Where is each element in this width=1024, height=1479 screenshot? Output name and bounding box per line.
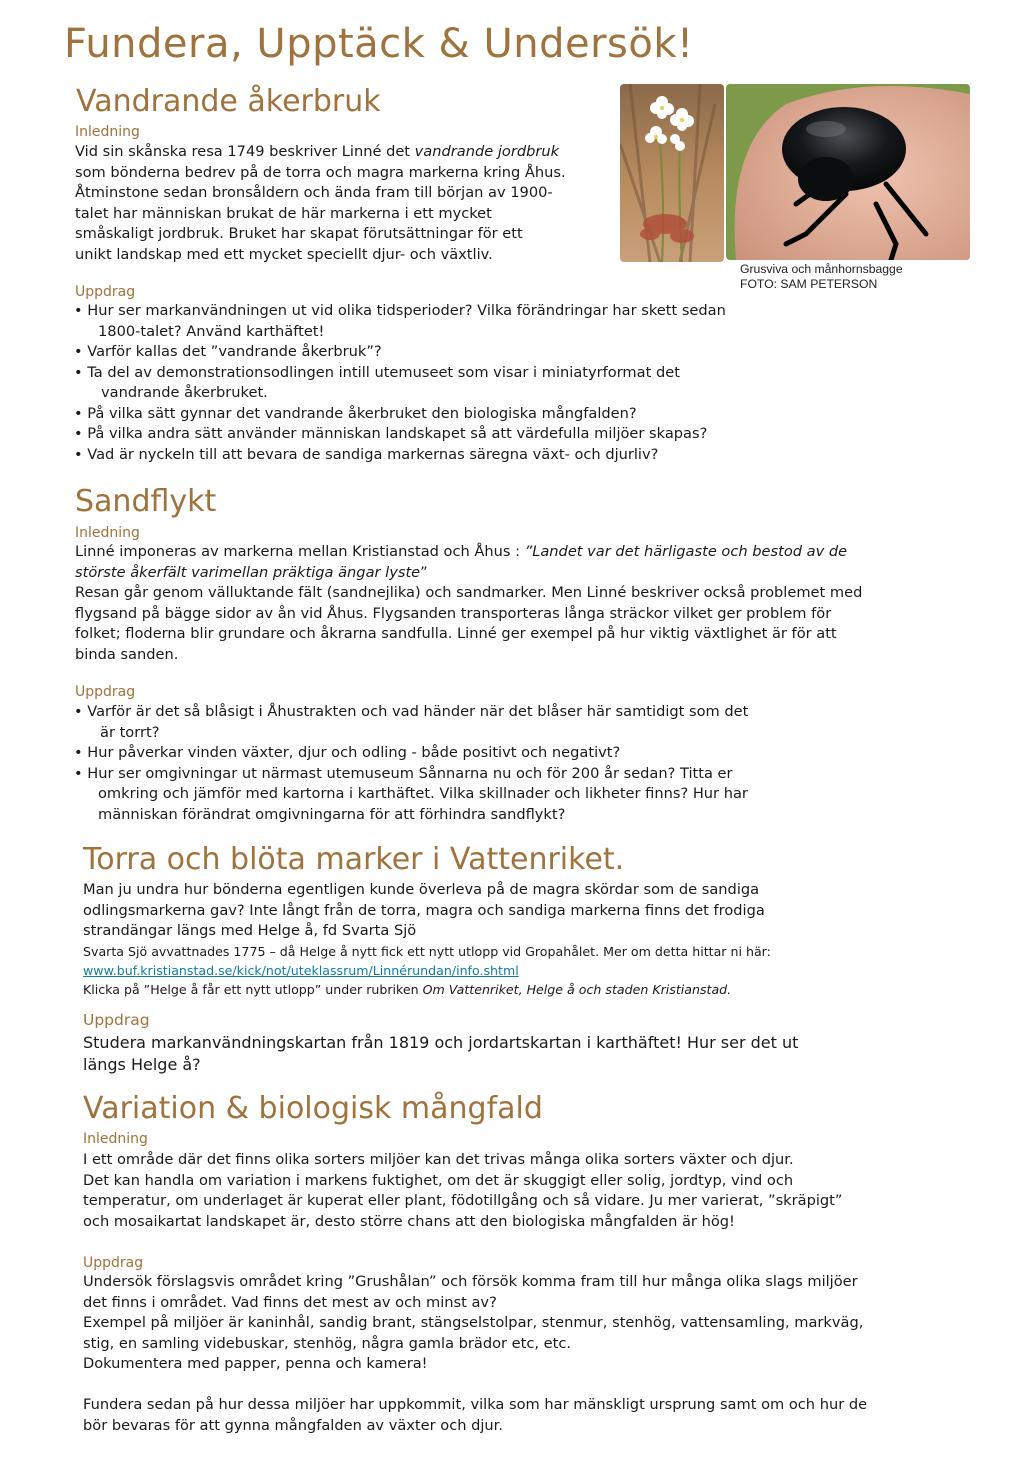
task-text: Studera markanvändningskartan från 1819 och jordartskartan i karthäftet! Hur ser det ut längs Helge å? [83, 1033, 799, 1074]
small-note: Svarta Sjö avvattnades 1775 – då Helge å nytt fick ett nytt utlopp vid Gropahålet. Mer om detta hittar ni här: www.buf.kristianstad.se/kick/not/uteklassrum/Linnérundan/info.shtml Klicka på ”Helge å får ett nytt utlopp” under rubriken Om Vattenriket, Helge å och staden Kristianstad. [83, 944, 771, 997]
section-heading-vattenriket: Torra och blöta marker i Vattenriket. [83, 842, 625, 877]
list-item: • Ta del av demonstrationsodlingen intill utemuseet som visar i miniatyrformat det vandrande åkerbruket. [74, 363, 680, 401]
intro-label: Inledning [83, 1131, 148, 1147]
list-item: • Vad är nyckeln till att bevara de sandiga markernas säregna växt- och djurliv? [74, 445, 659, 463]
intro-text: I ett område där det finns olika sorters miljöer kan det trivas många olika sorters växter och djur. Det kan handla om variation i markens fuktighet, om det är skuggigt eller solig, jordtyp, vind och temperatur, om underlaget är kuperat eller plant, födotillgång och så vidare. Ju mer varierat, ”skräpigt” och mosaikartat landskapet är, desto större chans att den biologiska mångfalden är hög! [83, 1151, 843, 1230]
info-link[interactable]: www.buf.kristianstad.se/kick/not/uteklassrum/Linnérundan/info.shtml [83, 963, 519, 978]
task-text: Undersök förslagsvis området kring ”Grushålan” och försök komma fram till hur många olika slags miljöer det finns i området. Vad finns det mest av och minst av? Exempel på miljöer är kaninhål, sandig brant, stängselstolpar, stenmur, stenhög, vattensamling, markväg, stig, en samling videbuskar, stenhög, några gamla brädor etc, etc. Dokumentera med papper, penna och kamera! Fundera sedan på hur dessa miljöer har uppkommit, vilka som har mänskligt ursprung samt om och hur de bör bevaras för att gynna mångfalden av växter och djur. [83, 1273, 868, 1434]
intro-label: Inledning [75, 525, 140, 541]
flower-photo [620, 84, 724, 262]
beetle-photo [726, 84, 970, 260]
photo-caption: Grusviva och månhornsbagge FOTO: SAM PETERSON [740, 262, 903, 291]
page-title: Fundera, Upptäck & Undersök! [64, 21, 694, 67]
list-item: • Varför är det så blåsigt i Åhustrakten och vad händer när det blåser här samtidigt som det är torrt? [74, 703, 749, 741]
list-item: • På vilka andra sätt använder människan landskapet så att värdefulla miljöer skapas? [74, 425, 708, 442]
body-text: Man ju undra hur bönderna egentligen kunde överleva på de magra skördar som de sandiga odlingsmarkerna gav? Inte långt från de torra, magra och sandiga markerna finns det frodiga strandängar längs med Helge å, fd Svarta Sjö [83, 881, 765, 939]
section-heading-variation: Variation & biologisk mångfald [83, 1091, 543, 1126]
list-item: • Hur påverkar vinden växter, djur och odling - både positivt och negativt? [74, 744, 621, 761]
task-list [74, 301, 814, 465]
section-heading-vandrande: Vandrande åkerbruk [76, 84, 381, 119]
intro-label: Inledning [75, 124, 140, 140]
task-label: Uppdrag [75, 684, 136, 700]
task-label: Uppdrag [75, 284, 136, 300]
section-heading-sandflykt: Sandflykt [75, 484, 217, 519]
task-label: Uppdrag [83, 1011, 150, 1029]
list-item: • Varför kallas det ”vandrande åkerbruk”? [74, 343, 382, 360]
intro-text: Vid sin skånska resa 1749 beskriver Linné det vandrande jordbruk som bönderna bedrev på de torra och magra markerna kring Åhus. Åtminstone sedan bronsåldern och ända fram till början av 1900- talet har människan brukat de här markerna i ett mycket småskaligt jordbruk. Bruket har skapat förutsättningar för ett unikt landskap med ett mycket speciellt djur- och växtliv. [75, 143, 566, 263]
list-item: • Hur ser markanvändningen ut vid olika tidsperioder? Vilka förändringar har skett sedan 1800-talet? Använd karthäftet! [74, 302, 726, 340]
task-label: Uppdrag [83, 1255, 144, 1271]
intro-text: Linné imponeras av markerna mellan Kristianstad och Åhus : ”Landet var det härligaste och bestod av de störste åkerfält varimellan präktiga ängar lyste” Resan går genom välluktande fält (sandnejlika) och sandmarker. Men Linné beskriver också problemet med flygsand på bägge sidor av ån vid Åhus. Flygsanden transporteras långa sträckor vilket ger problem för folket; floderna blir grundare och åkrarna sandfulla. Linné ger exempel på hur viktig växtlighet är för att binda sanden. [75, 543, 863, 663]
list-item: • På vilka sätt gynnar det vandrande åkerbruket den biologiska mångfalden? [74, 404, 637, 422]
task-list [74, 702, 874, 825]
list-item: • Hur ser omgivningar ut närmast utemuseum Sånnarna nu och för 200 år sedan? Titta er omkring och jämför med kartorna i karthäftet. Vilka skillnader och likheter finns? Hur har människan förändrat omgivningarna för att förhindra sandflykt? [74, 764, 748, 823]
